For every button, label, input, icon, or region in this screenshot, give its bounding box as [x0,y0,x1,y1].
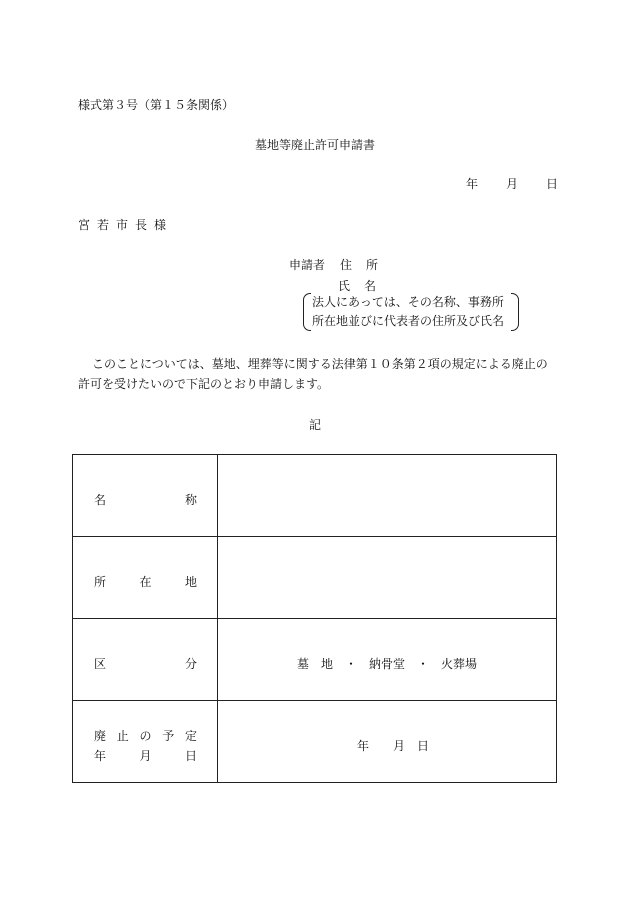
name-label: 氏名 [338,279,391,293]
date-year: 年 [466,177,479,191]
note-line-2: 所在地並びに代表者の住所及び氏名 [312,314,505,328]
label-char: 名 [94,493,107,507]
label-char: 区 [94,657,107,671]
value-year: 年 [356,739,369,753]
table-row-location [73,537,556,619]
date-day: 日 [546,177,559,191]
label-cell [73,537,218,618]
bracket-right [511,293,519,331]
date-month: 月 [506,177,519,191]
body-text-line-2: 許可を受けたいので下記のとおり申請します。 [78,377,330,391]
application-date [466,178,558,190]
value-day: 日 [416,739,429,753]
label-char: 止 [116,729,129,743]
corporation-note [303,293,519,331]
label-char: 地 [184,575,197,589]
label-cell [73,619,218,700]
table-row-planned-date [73,701,556,782]
value-cell-category[interactable] [218,619,556,700]
bracket-left [303,293,311,331]
label-char: 定 [184,729,197,743]
value-cell-name[interactable] [218,455,556,536]
label-char: 廃 [94,729,107,743]
category-options: 墓 地 ・ 納骨堂 ・ 火葬場 [296,657,477,671]
label-char: 年 [94,749,107,763]
label-char: 在 [139,575,152,589]
value-month: 月 [392,739,405,753]
label-char: 月 [139,749,152,763]
label-cell [73,455,218,536]
label-char: 称 [184,493,197,507]
label-char: の [139,729,152,743]
label-char: 分 [184,657,197,671]
applicant-label: 申請者 [289,258,326,272]
body-text-line-1: このことについては、墓地、埋葬等に関する法律第１０条第２項の規定による廃止の [92,357,548,371]
application-table [72,454,557,783]
label-cell [73,701,218,782]
label-char: 予 [162,729,175,743]
label-char: 所 [94,575,107,589]
value-cell-location[interactable] [218,537,556,618]
table-row-category [73,619,556,701]
label-char: 日 [184,749,197,763]
note-line-1: 法人にあっては、その名称、事務所 [312,295,504,309]
ki-heading: 記 [308,418,321,432]
form-number: 様式第３号（第１５条関係） [78,98,235,112]
table-row-name [73,455,556,537]
value-cell-planned-date[interactable] [218,701,556,782]
document-title: 墓地等廃止許可申請書 [254,138,375,152]
address-label: 住所 [340,258,393,272]
applicant-address-line [289,259,392,271]
addressee: 宮若市長様 [78,218,174,232]
